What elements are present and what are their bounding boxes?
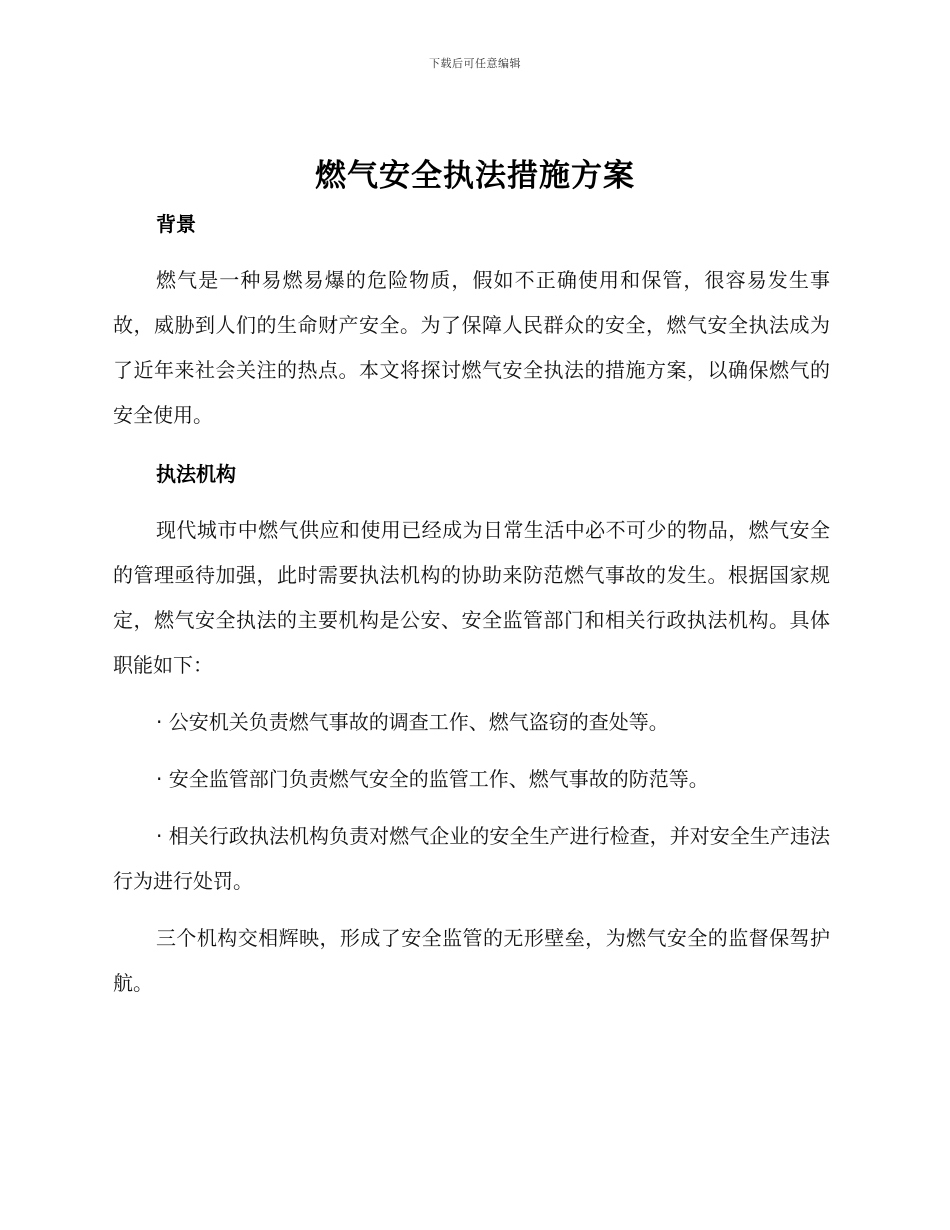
section-heading-enforcement-agencies: 执法机构: [156, 462, 236, 486]
document-body: [113, 202, 830, 1006]
document-title: 燃气安全执法措施方案: [315, 158, 635, 194]
section-heading-background: 背景: [156, 212, 196, 236]
bullet-item-administrative-enforcement: · 相关行政执法机构负责对燃气企业的安全生产进行检查，并对安全生产违法行为进行处罚。: [113, 824, 830, 893]
conclusion-paragraph: 三个机构交相辉映，形成了安全监管的无形壁垒，为燃气安全的监督保驾护航。: [113, 926, 830, 995]
header-note: 下载后可任意编辑: [429, 57, 521, 70]
background-paragraph: 燃气是一种易燃易爆的危险物质，假如不正确使用和保管，很容易发生事故，威胁到人们的生命财产安全。为了保障人民群众的安全，燃气安全执法成为了近年来社会关注的热点。本文将探讨燃气安全执法的措施方案，以确保燃气的安全使用。: [113, 268, 830, 427]
bullet-item-safety-supervision: · 安全监管部门负责燃气安全的监管工作、燃气事故的防范等。: [156, 767, 709, 791]
bullet-item-police: · 公安机关负责燃气事故的调查工作、燃气盗窃的查处等。: [156, 710, 669, 734]
enforcement-intro-paragraph: 现代城市中燃气供应和使用已经成为日常生活中必不可少的物品，燃气安全的管理亟待加强，此时需要执法机构的协助来防范燃气事故的发生。根据国家规定，燃气安全执法的主要机构是公安、安全监管部门和相关行政执法机构。具体职能如下：: [113, 518, 830, 677]
